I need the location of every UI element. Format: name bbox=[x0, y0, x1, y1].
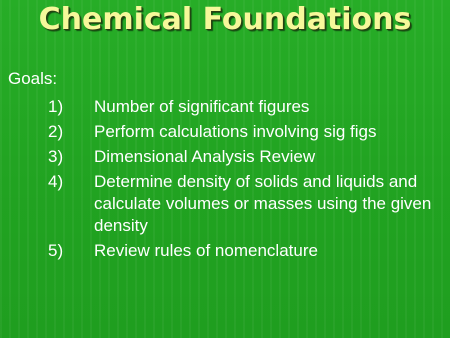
item-number: 4) bbox=[48, 172, 64, 191]
item-text: Review rules of nomenclature bbox=[94, 241, 318, 260]
goals-list bbox=[48, 96, 448, 265]
list-item bbox=[48, 240, 448, 262]
item-number: 2) bbox=[48, 122, 64, 141]
item-text: Number of significant figures bbox=[94, 97, 310, 116]
item-number: 3) bbox=[48, 147, 64, 166]
item-number: 5) bbox=[48, 241, 64, 260]
list-item bbox=[48, 96, 448, 118]
list-item bbox=[48, 146, 448, 168]
item-text: Perform calculations involving sig figs bbox=[94, 122, 377, 141]
slide-title: Chemical Foundations bbox=[38, 2, 412, 37]
goals-label: Goals: bbox=[8, 69, 58, 88]
list-item bbox=[48, 121, 448, 143]
list-item bbox=[48, 171, 448, 237]
item-text: Determine density of solids and liquids and calculate volumes or masses using the given density bbox=[94, 172, 432, 235]
item-text: Dimensional Analysis Review bbox=[94, 147, 316, 166]
item-number: 1) bbox=[48, 97, 64, 116]
